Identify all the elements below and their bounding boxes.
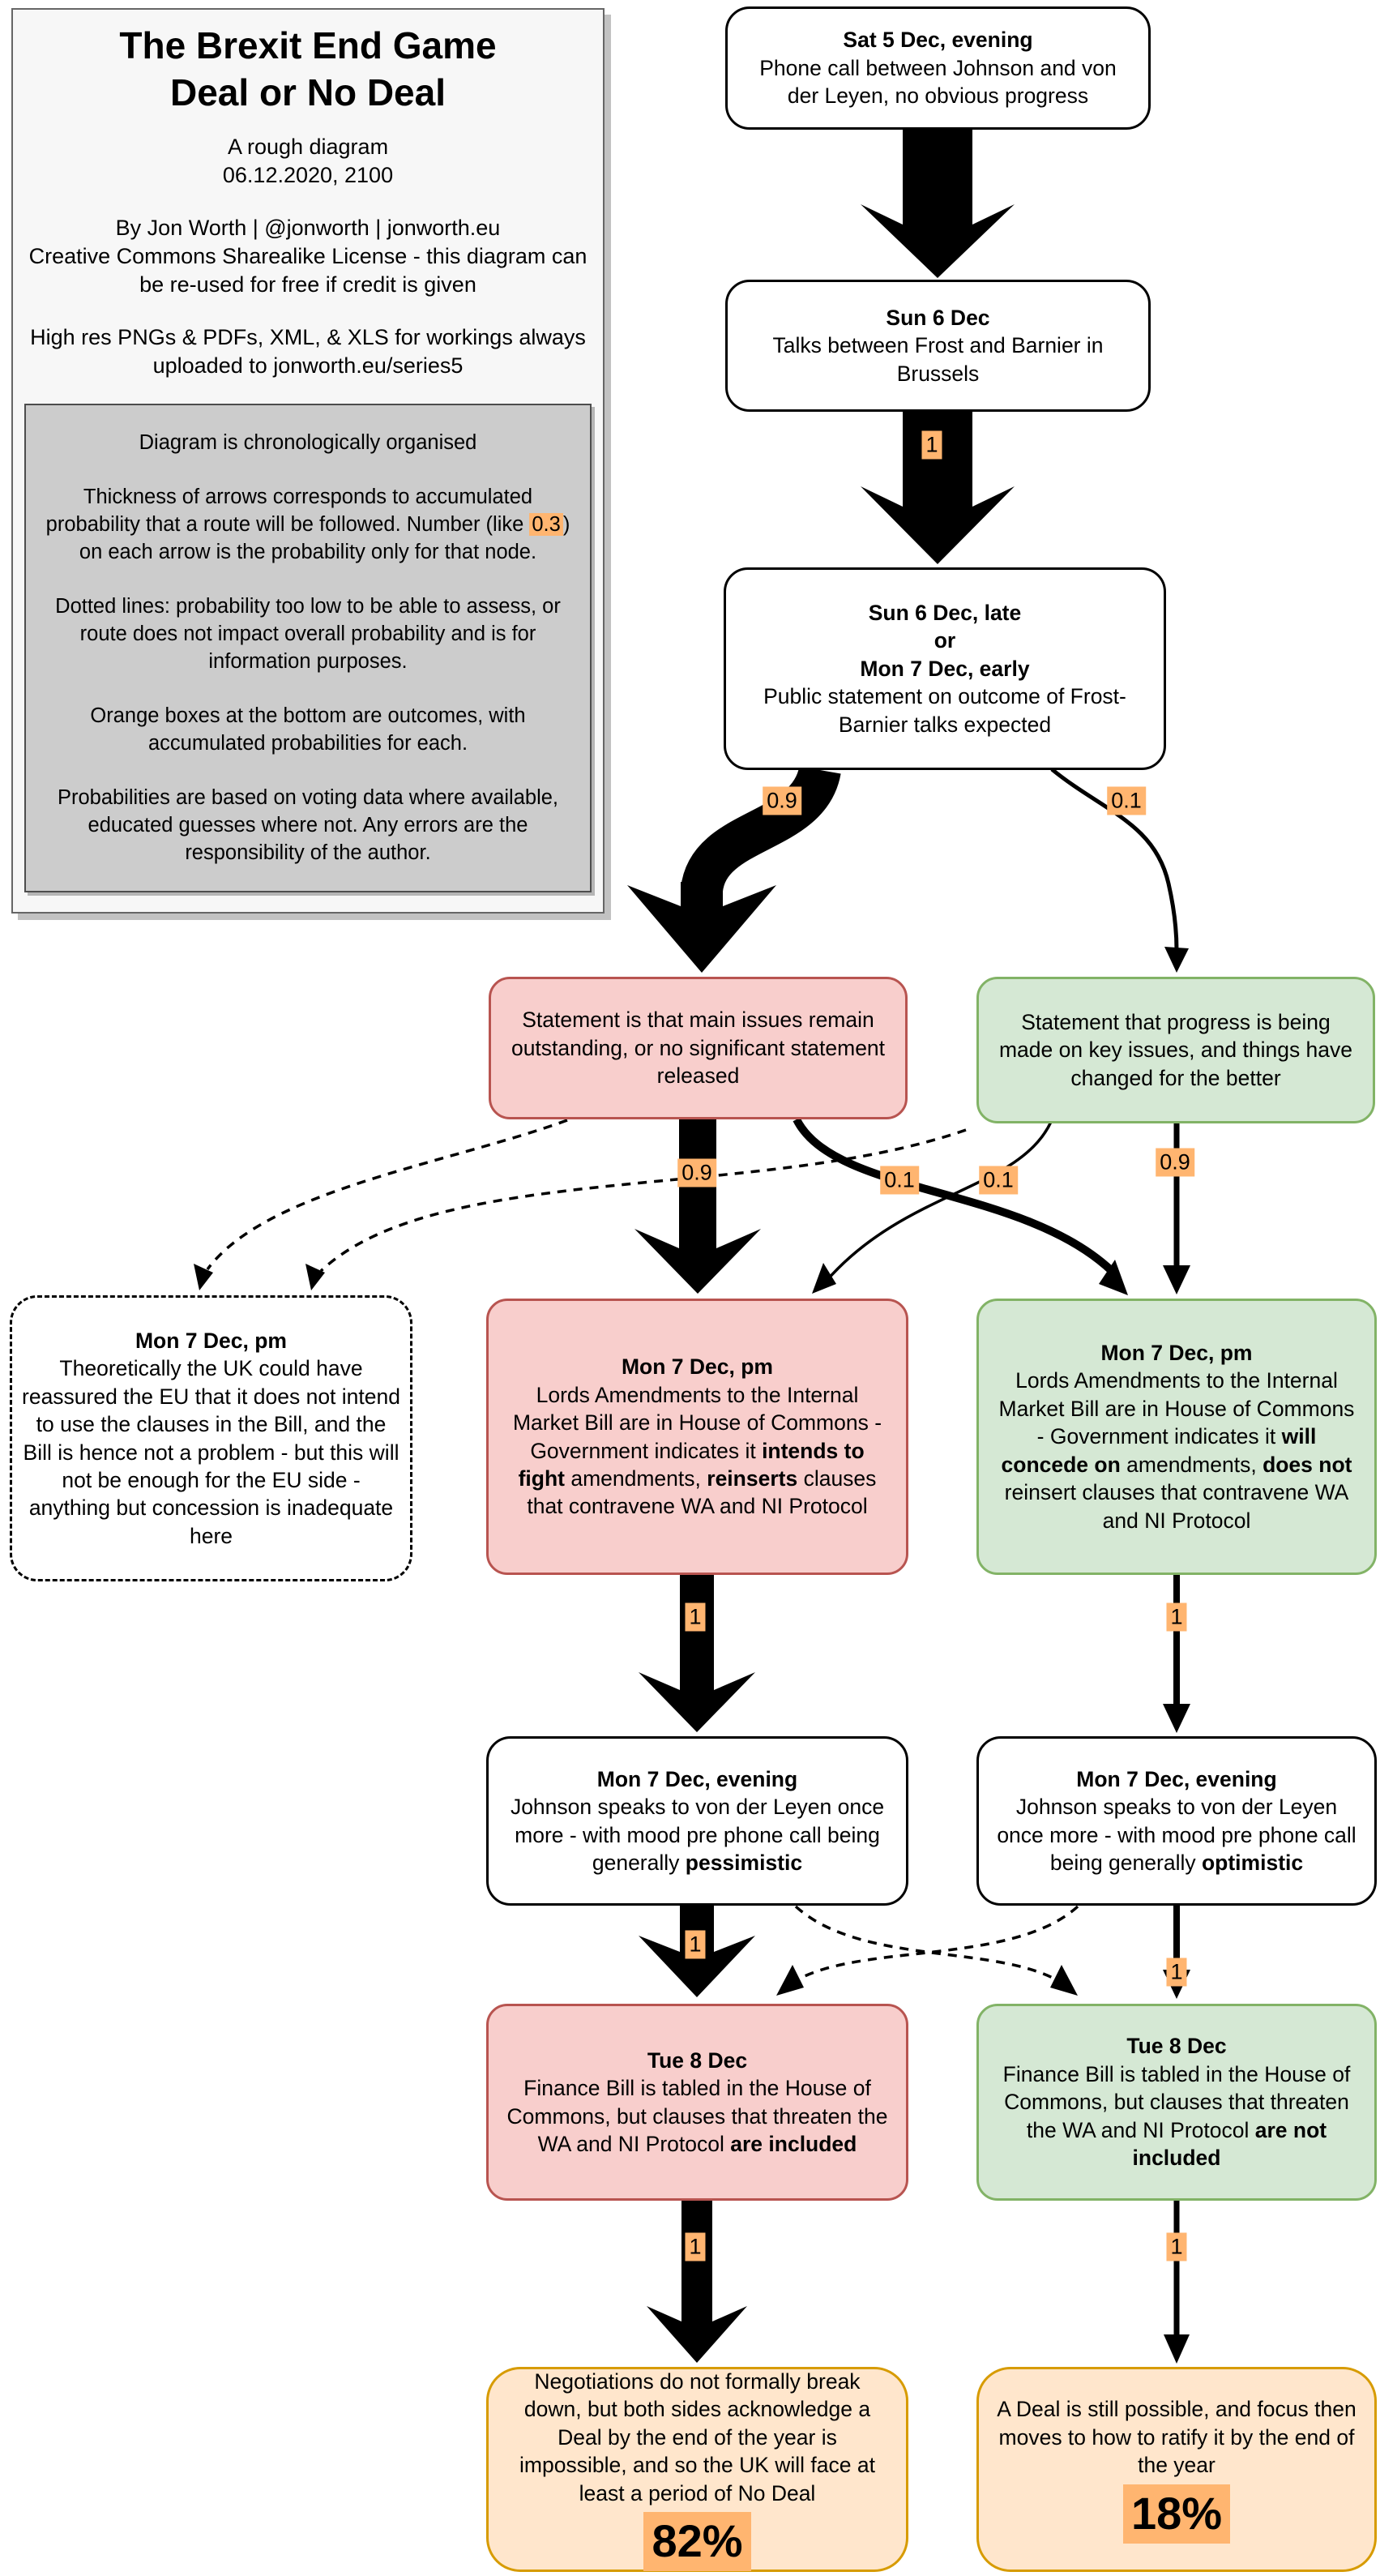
uploads-note: High res PNGs & PDFs, XML, & XLS for workings always uploaded to jonworth.eu/series5 xyxy=(30,325,586,379)
probability-label: 0.1 xyxy=(979,1166,1018,1194)
node-header: Mon 7 Dec, evening xyxy=(596,1766,798,1791)
dashed-pessimistic-to-notincluded-head xyxy=(1050,1965,1078,1996)
node-body: A Deal is still possible, and focus then moves to how to ratify it by the end of the year xyxy=(997,2397,1357,2478)
legend-note: Probabilities are based on voting data where available, educated guesses where not. Any errors are the responsibility of the author. xyxy=(57,786,559,864)
probability-label: 1 xyxy=(921,430,942,459)
node-header: Sun 6 Dec, late xyxy=(868,600,1022,625)
arrow-sat5-to-sun6 xyxy=(861,128,1015,278)
node-body: Lords Amendments to the Internal Market Bill are in House of Commons - Government indicates it intends to fight amendments, reinserts clauses that contravene WA and NI Protocol xyxy=(512,1382,882,1519)
license-text: Creative Commons Sharealike License - this diagram can be re-used for free if credit is given xyxy=(28,244,587,297)
dashed-good-to-theory-head xyxy=(305,1264,325,1290)
author-license xyxy=(24,214,592,299)
node-header: Mon 7 Dec, pm xyxy=(1100,1340,1253,1365)
node-tue8-included xyxy=(486,2004,908,2201)
probability-label: 0.9 xyxy=(1156,1148,1194,1176)
probability-label: 1 xyxy=(685,1603,705,1631)
arrow-fight-to-pessimistic xyxy=(639,1573,755,1732)
node-body: Phone call between Johnson and von der Leyen, no obvious progress xyxy=(759,55,1117,109)
node-mon7-evening-optimistic xyxy=(976,1736,1377,1906)
arrow-sun6late-to-bad-shaft xyxy=(702,770,820,890)
probability-label: 0.1 xyxy=(880,1166,919,1194)
node-body: Statement is that main issues remain outstanding, or no significant statement released xyxy=(511,1008,886,1089)
probability-label: 1 xyxy=(1166,1603,1186,1631)
arrow-sun6late-to-bad-head xyxy=(627,882,776,973)
node-body: Lords Amendments to the Internal Market Bill are in House of Commons - Government indicates it will concede on amendments, does not reinsert clauses that contravene WA and NI Protocol xyxy=(998,1368,1355,1533)
node-mon7pm-concede xyxy=(976,1299,1377,1575)
probability-label: 0.9 xyxy=(677,1158,716,1187)
node-statement-bad xyxy=(489,977,908,1119)
node-header: Mon 7 Dec, evening xyxy=(1076,1766,1277,1791)
diagram-title xyxy=(24,23,592,117)
node-body: Finance Bill is tabled in the House of Commons, but clauses that threaten the WA and NI Protocol are included xyxy=(506,2076,888,2156)
arrow-good-to-fight xyxy=(827,1122,1051,1281)
node-body: Talks between Frost and Barnier in Brussels xyxy=(772,333,1104,386)
node-outcome-deal xyxy=(976,2367,1377,2572)
node-outcome-no-deal xyxy=(486,2367,908,2572)
legend-panel xyxy=(11,8,605,914)
outcome-probability: 82% xyxy=(643,2512,750,2571)
probability-label: 1 xyxy=(1166,2232,1186,2261)
node-mon7-evening-pessimistic xyxy=(486,1736,908,1906)
subtitle-line-2: 06.12.2020, 2100 xyxy=(222,163,394,187)
node-tue8-not-included xyxy=(976,2004,1377,2201)
node-header: Tue 8 Dec xyxy=(1126,2034,1227,2059)
node-header: Mon 7 Dec, pm xyxy=(135,1328,287,1353)
title-line-2: Deal or No Deal xyxy=(170,71,446,113)
probability-label: 1 xyxy=(685,2232,705,2261)
node-header: Mon 7 Dec, early xyxy=(860,656,1030,681)
node-body: Finance Bill is tabled in the House of Commons, but clauses that threaten the WA and NI Protocol are not included xyxy=(1002,2061,1351,2171)
node-body: Johnson speaks to von der Leyen once more - with mood pre phone call being generally optimistic xyxy=(997,1795,1357,1875)
legend-note: Dotted lines: probability too low to be able to assess, or route does not impact overall probability and is for information purposes. xyxy=(55,595,561,673)
subtitle-line-1: A rough diagram xyxy=(227,134,389,159)
legend-note: Orange boxes at the bottom are outcomes, with accumulated probabilities for each. xyxy=(90,704,526,755)
dashed-optimistic-to-included-head xyxy=(776,1965,804,1996)
legend-note: Thickness of arrows corresponds to accumulated probability that a route will be followed. Number (like 0.3 ) on each arrow is the probability only for that node. xyxy=(45,486,570,563)
node-sun6 xyxy=(725,280,1151,412)
arrow-bad-to-fight xyxy=(634,1118,761,1294)
node-header: Sun 6 Dec xyxy=(886,305,990,330)
probability-label: 1 xyxy=(685,1930,705,1958)
arrow-concede-to-optimistic-head xyxy=(1163,1704,1190,1733)
legend-note: Diagram is chronologically organised xyxy=(139,430,477,454)
node-statement-good xyxy=(976,977,1375,1123)
legend-notes xyxy=(24,404,592,893)
dashed-bad-to-theory xyxy=(207,1120,567,1269)
node-header: or xyxy=(934,628,956,653)
node-header: Tue 8 Dec xyxy=(647,2048,748,2073)
node-body: Statement that progress is being made on key issues, and things have changed for the better xyxy=(998,1009,1353,1090)
probability-label: 1 xyxy=(1166,1958,1186,1986)
arrow-good-to-fight-head xyxy=(812,1263,836,1294)
arrow-notincluded-to-deal-head xyxy=(1164,2334,1190,2364)
arrow-sun6late-to-good-head xyxy=(1164,947,1189,973)
node-mon7pm-theory xyxy=(10,1295,412,1581)
node-body: Negotiations do not formally break down, but both sides acknowledge a Deal by the end of the year is impossible, and so the UK will face at least a period of No Deal xyxy=(519,2369,875,2505)
dashed-pessimistic-to-notincluded xyxy=(796,1906,1066,1986)
node-header: Mon 7 Dec, pm xyxy=(621,1354,773,1380)
node-body: Theoretically the UK could have reassured the EU that it does not intend to use the clauses in the Bill, and the Bill is hence not a problem - but this will not be enough for the EU side - anything but concession is inadequate here xyxy=(22,1356,400,1548)
node-sun6-late xyxy=(724,567,1166,770)
byline: By Jon Worth | @jonworth | jonworth.eu xyxy=(115,216,501,241)
node-header: Sat 5 Dec, evening xyxy=(843,28,1033,53)
outcome-probability: 18% xyxy=(1123,2484,1230,2544)
title-line-1: The Brexit End Game xyxy=(119,24,497,66)
node-sat5-evening xyxy=(725,6,1151,130)
node-body: Johnson speaks to von der Leyen once more - with mood pre phone call being generally pessimistic xyxy=(510,1795,885,1875)
diagram-subtitle xyxy=(24,133,592,190)
dashed-optimistic-to-included xyxy=(788,1906,1078,1986)
arrow-included-to-nodeal xyxy=(647,2199,747,2363)
node-body: Public statement on outcome of Frost-Barnier talks expected xyxy=(763,684,1126,737)
node-mon7pm-fight xyxy=(486,1299,908,1575)
probability-label: 0.9 xyxy=(763,786,801,815)
probability-label: 0.1 xyxy=(1107,786,1146,815)
arrow-good-to-concede-head xyxy=(1163,1265,1190,1294)
dashed-good-to-theory xyxy=(321,1130,966,1271)
